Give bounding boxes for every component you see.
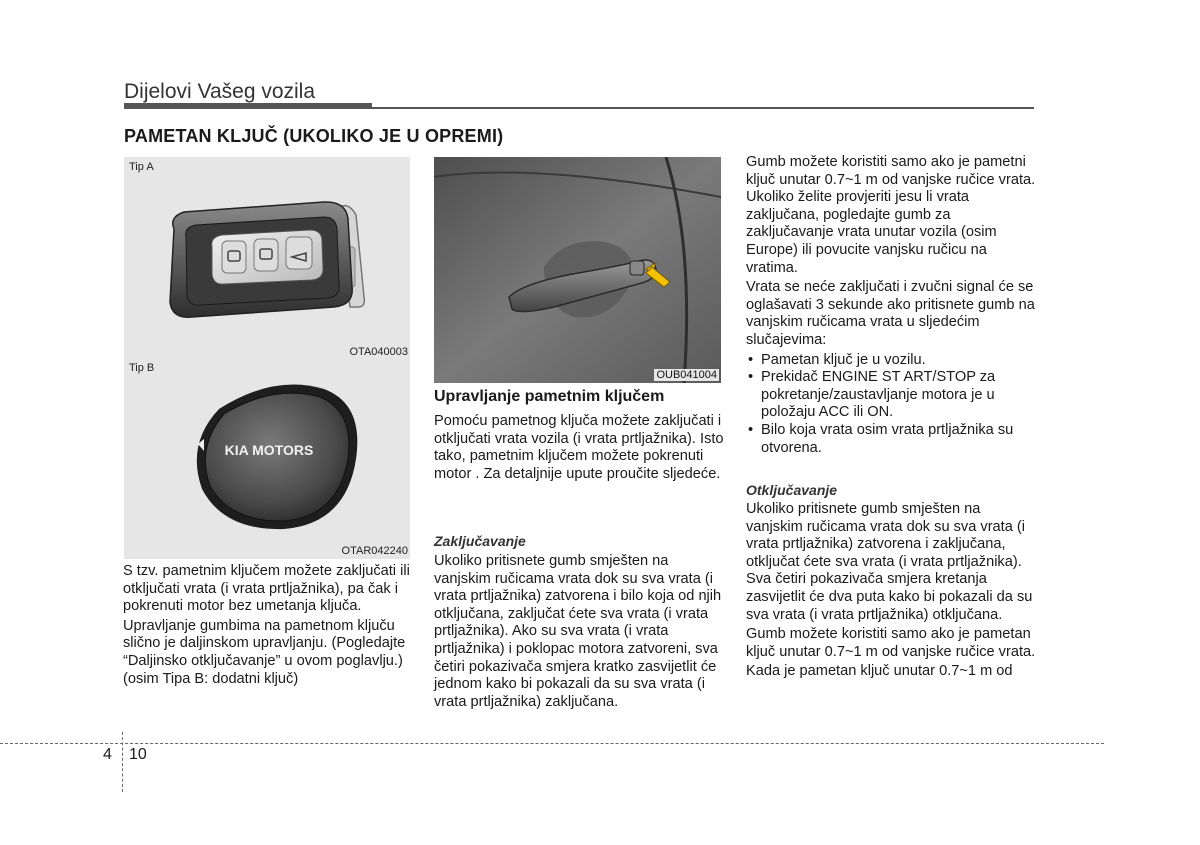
unlocking-paragraph: Ukoliko pritisnete gumb smješten na vanjskim ručicama vrata dok su sva vrata (i vrata prtljažnika) zatvorena i zaključana, otključat ćete sva vrata (i vrata prtljažnika). Sva četiri pokazivača smjera kretanja zasvijetlit će dva puta kako bi pokazali da su sva vrata (i vrata prtljažnika) otključana. [746,501,1033,623]
header-rule-accent [124,103,372,109]
chapter-number: 4 [103,746,112,763]
chapter-title: PAMETAN KLJUČ (UKOLIKO JE U OPREMI) [124,126,504,146]
page-number: 10 [129,746,147,763]
list-item: • Prekidač ENGINE ST ART/STOP za pokretanje/zaustavljanje motora je u položaju ACC ili ON. [746,369,1038,422]
figure-type-b-label: Tip B [129,362,155,374]
smart-key-type-a-illustration [124,157,410,360]
figure-type-b-code: OTAR042240 [341,545,408,557]
unlocking-heading: Otključavanje [746,482,838,498]
continued-paragraph: Kada je pametan ključ unutar 0.7~1 m od [746,663,1013,680]
kia-motors-logo-text: KIA MOTORS [224,442,314,458]
figure-type-a-code: OTA040003 [349,346,408,358]
section-title: Dijelovi Vašeg vozila [124,80,316,103]
smart-key-operation-heading: Upravljanje pametnim ključem [434,388,665,405]
figure-type-b [124,359,410,559]
footer-divider [122,732,123,792]
unlock-range-paragraph: Gumb možete koristiti samo ako je pametan ključ unutar 0.7~1 m od vanjske ručice vrata. [746,626,1036,660]
unlocking-text [746,501,1038,683]
list-item: • Pametan ključ je u vozilu. [746,352,1038,370]
locking-heading: Zaključavanje [434,533,526,549]
figure-door-handle [434,157,721,383]
warning-paragraph: Vrata se neće zaključati i zvučni signal će se oglašavati 3 sekunde ako pritisnete gumb na vanjskim ručicama vrata u sljedećim slučajevima: [746,279,1035,348]
footer-rule [0,743,1104,744]
smart-key-type-b-illustration [124,359,410,559]
conditions-list [746,352,1038,458]
column-1-text [123,563,413,690]
smart-key-operation-text: Pomoću pametnog ključa možete zaključati i otključati vrata vozila (i vrata prtljažnika). Isto tako, pametnim ključem možete pokrenuti motor . Za detaljnije upute proučite sljedeće. [434,413,724,482]
range-paragraph: Gumb možete koristiti samo ako je pametni ključ unutar 0.7~1 m od vanjske ručice vrata. Ukoliko želite provjeriti jesu li vrata zaključana, pogledajte gumb za zaključavanje vrata unutar vozila (osim Europe) ili povucite vanjsku ručicu na vratima. [746,154,1036,276]
list-item: • Bilo koja vrata osim vrata prtljažnika su otvorena. [746,422,1038,457]
intro-paragraph: S tzv. pametnim ključem možete zaključati ili otključati vrata (i vrata prtljažnika), pa čak i pokrenuti motor bez umetanja ključa. [123,563,410,615]
column-3-text [746,154,1038,457]
locking-text: Ukoliko pritisnete gumb smješten na vanjskim ručicama vrata dok su sva vrata (i vrata prtljažnika) zatvorena i bilo koja od njih otključana, zaključat ćete sva vrata (i vrata prtljažnika). Ako su sva vrata (i vrata prtljažnika) i poklopac motora zatvoreni, sva četiri pokazivača smjera kratko zasvijetlit će jednom kako bi pokazali da su sva vrata (i vrata prtljažnika) zaključana. [434,553,722,710]
figure-door-code: OUB041004 [656,369,717,381]
remote-paragraph: Upravljanje gumbima na pametnom ključu slično je daljinskom upravljanju. (Pogledajte “Daljinsko otključavanje” u ovom poglavlju.) (osim Tipa B: dodatni ključ) [123,617,406,687]
figure-type-a-label: Tip A [129,161,154,173]
figure-type-a [124,157,410,360]
door-handle-illustration [434,157,721,383]
